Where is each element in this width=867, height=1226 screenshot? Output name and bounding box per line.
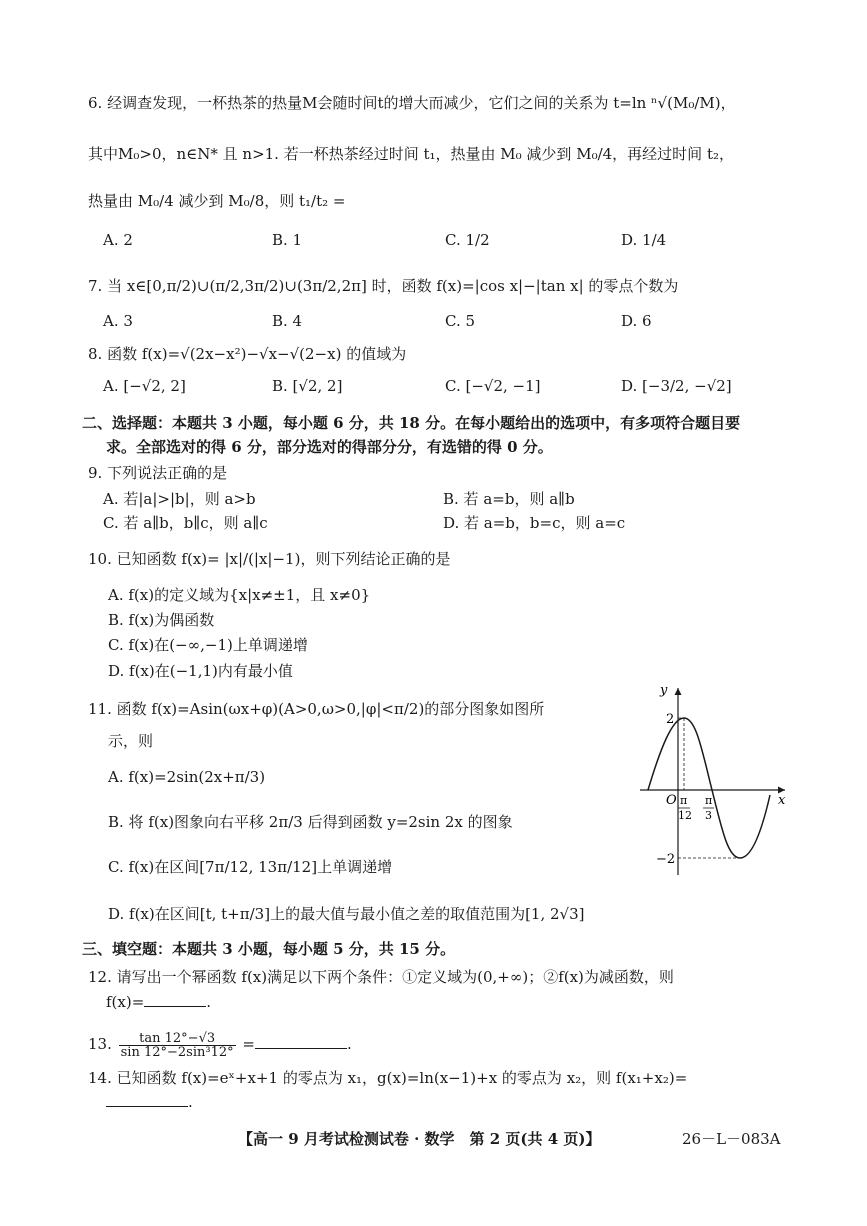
- section-3-heading: 三、填空题：本题共 3 小题，每小题 5 分，共 15 分。: [82, 940, 456, 958]
- q13-denominator: sin 12°−2sin³12°: [120, 1044, 234, 1060]
- q10-option-d: D. f(x)在(−1,1)内有最小值: [108, 662, 293, 680]
- section-2-heading-line-2: 求。全部选对的得 6 分，部分选对的得部分分，有选错的得 0 分。: [106, 438, 553, 456]
- q9-line-1: 9. 下列说法正确的是: [88, 464, 228, 482]
- q6-line-2: 其中M₀>0，n∈N* 且 n>1. 若一杯热茶经过时间 t₁，热量由 M₀ 减少到 M₀/4，再经过时间 t₂，: [88, 145, 734, 163]
- q6-line-1: 6. 经调查发现，一杯热茶的热量M会随时间t的增大而减少，它们之间的关系为 t=ln ⁿ√(M₀/M)，: [88, 94, 736, 112]
- q12-line-2: f(x)= .: [106, 993, 212, 1011]
- q13-answer-blank[interactable]: [255, 1034, 347, 1049]
- section-2-heading-line-1: 二、选择题：本题共 3 小题，每小题 6 分，共 18 分。在每小题给出的选项中，有多项符合题目要: [82, 414, 741, 432]
- q9-option-d: D. 若 a=b，b=c，则 a=c: [443, 514, 626, 532]
- q7-option-c: C. 5: [445, 312, 476, 330]
- q14-line-2: .: [106, 1091, 193, 1113]
- q13-numerator: tan 12°−√3: [119, 1032, 236, 1046]
- q7-option-a: A. 3: [103, 312, 133, 330]
- q7-line-1: 7. 当 x∈[0,π/2)∪(π/2,3π/2)∪(3π/2,2π] 时，函数 f(x)=|cos x|−|tan x| 的零点个数为: [88, 277, 679, 295]
- q7-option-d: D. 6: [621, 312, 652, 330]
- x-axis-label: x: [778, 793, 786, 808]
- x1-denominator: 12: [678, 809, 692, 822]
- q13-line: 13. $\frac{\tan 12^\circ-√3}{\text{sin 12°−2sin³12°}}$ = .: [88, 1030, 352, 1060]
- q12-line-1: 12. 请写出一个幂函数 f(x)满足以下两个条件：①定义域为(0,+∞)；②f(x)为减函数，则: [88, 968, 674, 986]
- x2-numerator: π: [705, 794, 713, 807]
- q8-line-1: 8. 函数 f(x)=√(2x−x²)−√x−√(2−x) 的值域为: [88, 345, 407, 363]
- q12-prefix: f(x)=: [106, 993, 145, 1011]
- q7-option-b: B. 4: [272, 312, 303, 330]
- q10-option-a: A. f(x)的定义域为{x|x≠±1，且 x≠0}: [108, 586, 371, 604]
- q11-sine-graph: [630, 680, 790, 880]
- q6-option-a: A. 2: [103, 231, 133, 249]
- q8-option-c: C. [−√2, −1]: [445, 377, 541, 395]
- q13-fraction: [119, 1032, 236, 1059]
- q11-option-c: C. f(x)在区间[7π/12, 13π/12]上单调递增: [108, 858, 393, 876]
- q12-answer-blank[interactable]: [144, 992, 206, 1007]
- q11-option-d: D. f(x)在区间[t, t+π/3]上的最大值与最小值之差的取值范围为[1, 2√3]: [108, 905, 585, 923]
- q6-option-d: D. 1/4: [621, 231, 667, 249]
- x2-denominator: 3: [705, 809, 712, 822]
- q6-option-c: C. 1/2: [445, 231, 490, 249]
- q8-option-d: D. [−3/2, −√2]: [621, 377, 732, 395]
- q11-option-b: B. 将 f(x)图象向右平移 2π/3 后得到函数 y=2sin 2x 的图象: [108, 813, 513, 831]
- q10-option-c: C. f(x)在(−∞,−1)上单调递增: [108, 636, 308, 654]
- q11-line-2: 示，则: [108, 732, 154, 750]
- q6-line-3: 热量由 M₀/4 减少到 M₀/8，则 t₁/t₂ =: [88, 192, 346, 210]
- q10-line-1: 10. 已知函数 f(x)= |x|/(|x|−1)，则下列结论正确的是: [88, 550, 451, 568]
- q13-equals: =: [242, 1035, 255, 1053]
- q9-option-c: C. 若 a∥b，b∥c，则 a∥c: [103, 514, 268, 532]
- q8-option-b: B. [√2, 2]: [272, 377, 343, 395]
- y-min-label: −2: [656, 852, 676, 867]
- footer-code: 26－L－083A: [682, 1130, 781, 1148]
- q6-option-b: B. 1: [272, 231, 303, 249]
- q11-line-1: 11. 函数 f(x)=Asin(ωx+φ)(A>0,ω>0,|φ|<π/2)的部分图象如图所: [88, 700, 545, 718]
- q9-option-a: A. 若|a|>|b|，则 a>b: [103, 490, 256, 508]
- q10-option-b: B. f(x)为偶函数: [108, 611, 215, 629]
- q8-option-a: A. [−√2, 2]: [103, 377, 186, 395]
- q13-number: 13.: [88, 1035, 112, 1053]
- q9-option-b: B. 若 a=b，则 a∥b: [443, 490, 575, 508]
- footer-title: 【高一 9 月考试检测试卷 · 数学 第 2 页(共 4 页)】: [238, 1130, 601, 1148]
- q14-line-1: 14. 已知函数 f(x)=eˣ+x+1 的零点为 x₁，g(x)=ln(x−1)+x 的零点为 x₂，则 f(x₁+x₂)=: [88, 1069, 688, 1087]
- sine-curve: [648, 718, 770, 858]
- x1-numerator: π: [680, 794, 688, 807]
- y-axis-label: y: [660, 683, 668, 698]
- q11-option-a: A. f(x)=2sin(2x+π/3): [108, 768, 266, 786]
- origin-label: O: [666, 793, 677, 808]
- q14-answer-blank[interactable]: [106, 1092, 188, 1107]
- y-max-label: 2: [666, 712, 675, 727]
